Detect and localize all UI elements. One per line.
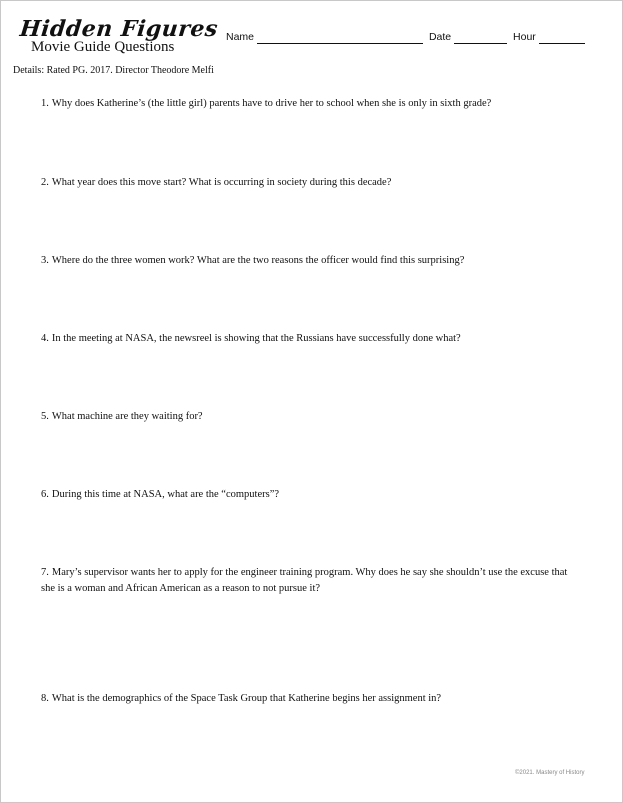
question-text: Where do the three women work? What are the two reasons the officer would find this surprising? <box>51 255 465 266</box>
question-7 <box>41 565 571 597</box>
question-5 <box>41 409 571 425</box>
question-number: 1. <box>41 98 49 109</box>
name-label: Name <box>226 31 255 43</box>
hour-blank-line[interactable] <box>539 32 585 44</box>
question-number: 8. <box>41 693 49 704</box>
question-4 <box>41 331 571 347</box>
question-text: What is the demographics of the Space Task Group that Katherine begins her assignment in? <box>51 693 442 704</box>
date-label: Date <box>428 31 452 43</box>
question-8 <box>41 691 571 707</box>
question-number: 3. <box>41 255 49 266</box>
worksheet-subtitle: Movie Guide Questions <box>31 39 175 55</box>
question-number: 2. <box>41 177 49 188</box>
question-number: 4. <box>41 333 49 344</box>
question-number: 7. <box>41 567 49 578</box>
name-blank-line[interactable] <box>257 32 423 44</box>
worksheet-title: Hidden Figures <box>18 16 220 42</box>
question-text: What year does this move start? What is occurring in society during this decade? <box>51 177 392 188</box>
question-text: What machine are they waiting for? <box>51 411 203 422</box>
copyright-footer: ©2021. Mastery of History <box>515 770 585 776</box>
question-text: Why does Katherine’s (the little girl) parents have to drive her to school when she is only in sixth grade? <box>51 98 492 109</box>
question-number: 5. <box>41 411 49 422</box>
movie-details: Details: Rated PG. 2017. Director Theodore Melfi <box>13 65 214 76</box>
hour-label: Hour <box>513 31 536 43</box>
student-info-fields <box>226 30 588 44</box>
question-text: Mary’s supervisor wants her to apply for the engineer training program. Why does he say she shouldn’t use the excuse that she is a woman and African American as a reason to not pursue it? <box>41 567 568 594</box>
date-blank-line[interactable] <box>454 32 507 44</box>
question-text: In the meeting at NASA, the newsreel is showing that the Russians have successfully done what? <box>51 333 461 344</box>
question-text: During this time at NASA, what are the “computers”? <box>51 489 280 500</box>
question-number: 6. <box>41 489 49 500</box>
question-6 <box>41 487 571 503</box>
question-2 <box>41 175 571 191</box>
question-1 <box>41 96 571 112</box>
question-3 <box>41 253 571 269</box>
